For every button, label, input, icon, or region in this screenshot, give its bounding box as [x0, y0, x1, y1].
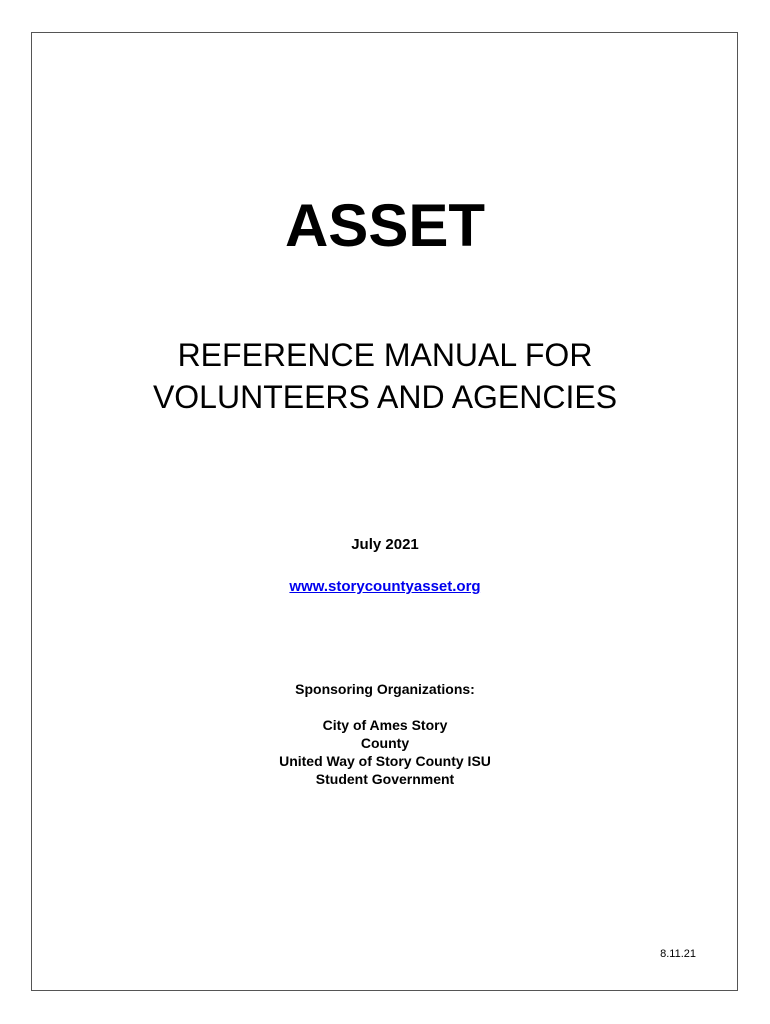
sponsor-line: City of Ames Story [322, 717, 448, 733]
sponsor-line: County [360, 735, 410, 751]
sponsor-line: United Way of Story County ISU [279, 753, 491, 769]
version-number: 8.11.21 [660, 948, 696, 960]
subtitle-line: VOLUNTEERS AND AGENCIES [152, 379, 618, 415]
sponsor-line: Student Government [315, 771, 455, 787]
document-subtitle [0, 334, 770, 418]
sponsors-list [0, 716, 770, 788]
sponsors-heading: Sponsoring Organizations: [295, 681, 475, 697]
document-date: July 2021 [351, 536, 419, 553]
page-border [31, 32, 738, 991]
website-link[interactable]: www.storycountyasset.org [289, 578, 481, 595]
website-container [0, 577, 770, 597]
document-title: ASSET [284, 192, 486, 259]
subtitle-line: REFERENCE MANUAL FOR [177, 337, 593, 373]
